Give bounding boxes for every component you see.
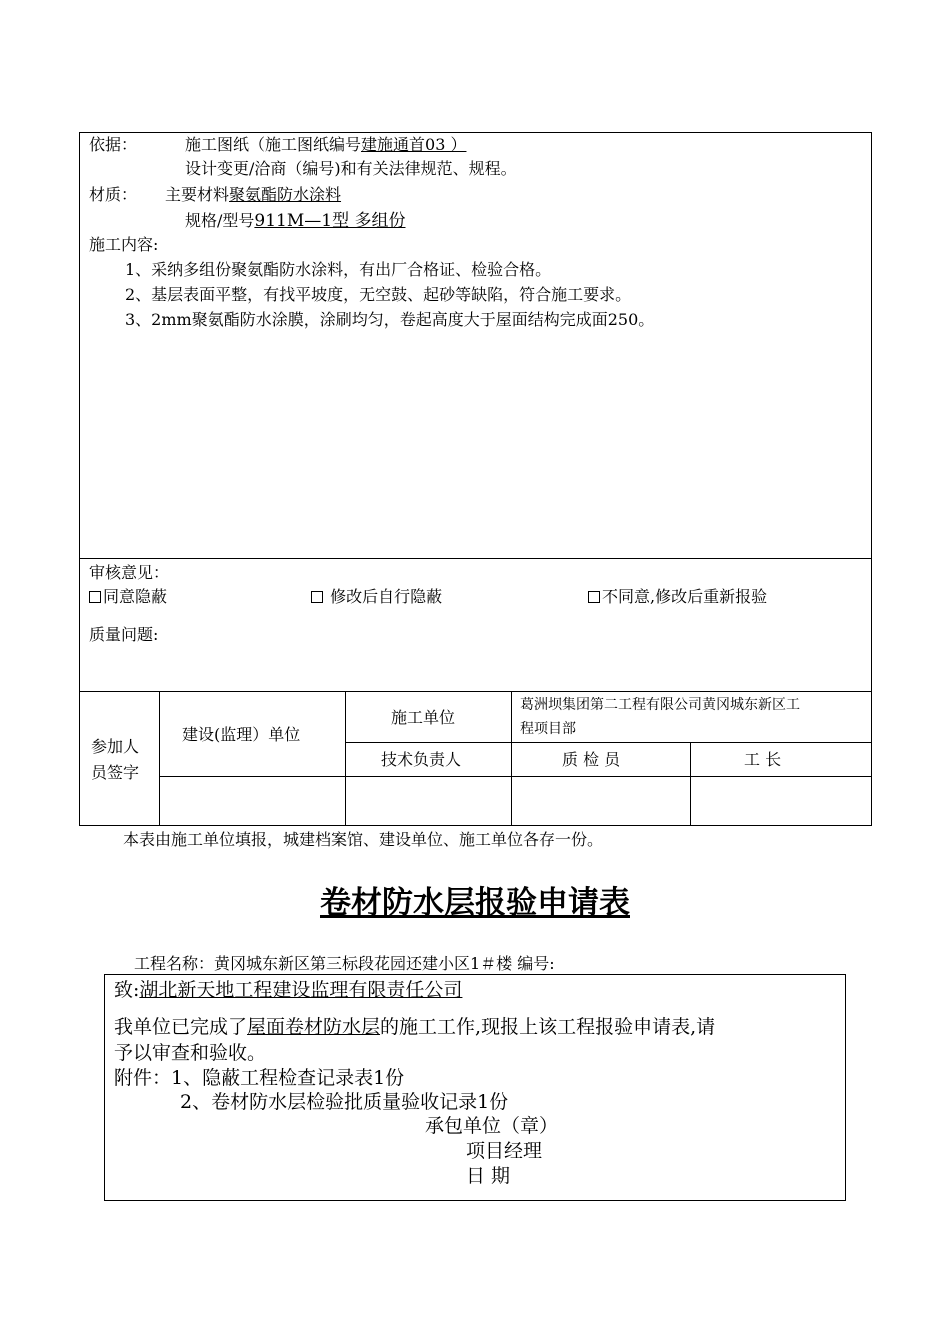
table-divider-roles bbox=[345, 742, 872, 743]
foreman-signature-field[interactable] bbox=[691, 777, 871, 825]
company-name-line-1: 葛洲坝集团第二工程有限公司黄冈城东新区工 bbox=[520, 697, 800, 713]
basis-line-2: 设计变更/洽商（编号)和有关法律规范、规程。 bbox=[185, 159, 517, 178]
addressee-value: 湖北新天地工程建设监理有限责任公司 bbox=[139, 979, 463, 1001]
spec-value: 911M—1型 多组份 bbox=[254, 211, 406, 231]
application-body-line-2: 予以审查和验收。 bbox=[114, 1042, 267, 1064]
table-divider-sign bbox=[79, 691, 872, 692]
material-value: 聚氨酯防水涂料 bbox=[229, 185, 342, 204]
inspector-header: 质 检 员 bbox=[562, 750, 621, 769]
build-unit-header: 建设(监理）单位 bbox=[182, 725, 301, 744]
material-line bbox=[165, 184, 341, 206]
build-unit-signature-field[interactable] bbox=[160, 777, 345, 825]
project-manager-label: 项目经理 bbox=[466, 1140, 543, 1162]
construction-unit-header: 施工单位 bbox=[391, 708, 456, 727]
addressee-prefix: 致: bbox=[114, 979, 140, 1001]
quality-label: 质量问题: bbox=[89, 625, 159, 644]
application-body-line-1 bbox=[114, 1015, 715, 1039]
content-label: 施工内容: bbox=[89, 235, 159, 254]
contractor-label: 承包单位（章） bbox=[425, 1115, 559, 1137]
checkbox-icon[interactable] bbox=[588, 591, 600, 603]
content-item-1: 1、采纳多组份聚氨酯防水涂料，有出厂合格证、检验合格。 bbox=[125, 260, 552, 279]
project-name-line: 工程名称：黄冈城东新区第三标段花园还建小区1＃楼 编号: bbox=[134, 954, 555, 973]
material-label: 材质： bbox=[89, 185, 138, 204]
option-agree[interactable] bbox=[89, 586, 167, 608]
body-work-item: 屋面卷材防水层 bbox=[247, 1016, 381, 1038]
content-item-2: 2、基层表面平整，有找平坡度，无空鼓、起砂等缺陷，符合施工要求。 bbox=[125, 285, 632, 304]
content-item-3: 3、2mm聚氨酯防水涂膜，涂刷均匀，卷起高度大于屋面结构完成面250。 bbox=[125, 310, 655, 329]
tech-lead-header: 技术负责人 bbox=[381, 750, 462, 769]
addressee-line bbox=[114, 978, 462, 1002]
page-title: 卷材防水层报验申请表 bbox=[320, 885, 630, 921]
inspection-record-table bbox=[79, 132, 872, 826]
spec-prefix: 规格/型号 bbox=[185, 211, 255, 230]
table-footnote: 本表由施工单位填报，城建档案馆、建设单位、施工单位各存一份。 bbox=[123, 830, 604, 849]
checkbox-icon[interactable] bbox=[311, 591, 323, 603]
basis-drawing-prefix: 施工图纸（施工图纸编号 bbox=[185, 135, 362, 154]
inspector-signature-field[interactable] bbox=[512, 777, 690, 825]
attachment-1: 附件：1、隐蔽工程检查记录表1份 bbox=[114, 1067, 405, 1089]
material-prefix: 主要材料 bbox=[165, 185, 230, 204]
attachment-2: 2、卷材防水层检验批质量验收记录1份 bbox=[180, 1091, 509, 1113]
tech-lead-signature-field[interactable] bbox=[346, 777, 511, 825]
basis-label: 依据： bbox=[89, 135, 138, 154]
option-disagree-label: 不同意,修改后重新报验 bbox=[602, 587, 768, 606]
body-suffix: 的施工工作,现报上该工程报验申请表,请 bbox=[380, 1016, 716, 1038]
sign-label-line-2: 员签字 bbox=[91, 763, 140, 782]
review-label: 审核意见： bbox=[89, 563, 170, 582]
option-modify-label: 修改后自行隐蔽 bbox=[325, 587, 443, 606]
option-modify[interactable] bbox=[311, 586, 442, 608]
foreman-header: 工 长 bbox=[744, 750, 782, 769]
drawing-number: 建施通首03 ） bbox=[361, 135, 467, 154]
option-agree-label: 同意隐蔽 bbox=[103, 587, 168, 606]
checkbox-icon[interactable] bbox=[89, 591, 101, 603]
table-divider-review bbox=[79, 558, 872, 559]
basis-line-1 bbox=[185, 134, 466, 156]
spec-line bbox=[185, 210, 405, 232]
date-label: 日 期 bbox=[466, 1165, 511, 1187]
body-prefix: 我单位已完成了 bbox=[114, 1016, 248, 1038]
company-name-line-2: 程项目部 bbox=[520, 721, 576, 737]
sign-label-line-1: 参加人 bbox=[91, 737, 140, 756]
option-disagree[interactable] bbox=[588, 586, 767, 608]
